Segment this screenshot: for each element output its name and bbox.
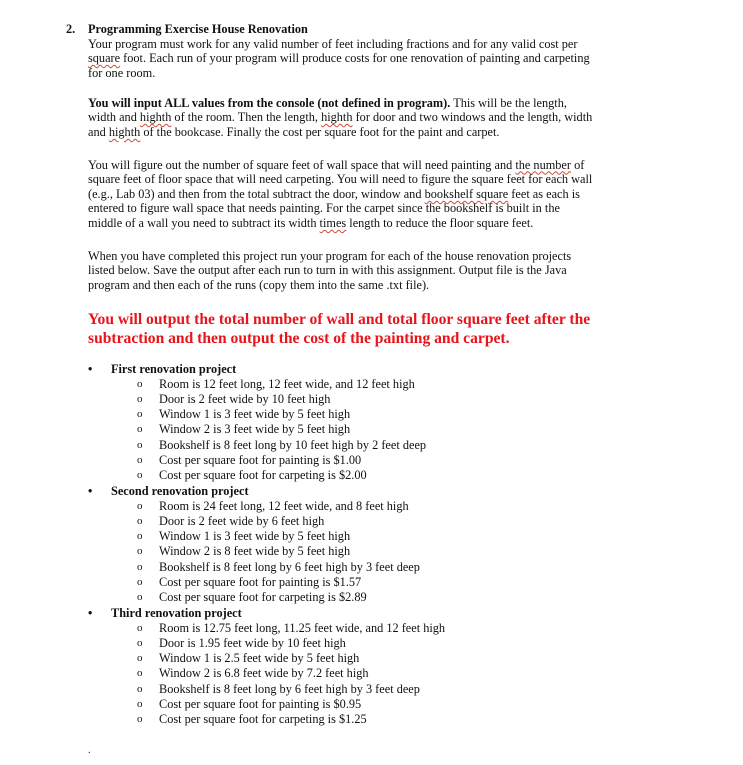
text-line	[88, 187, 648, 202]
list-item-text: Bookshelf is 8 feet long by 6 feet high by 3 feet deep	[159, 681, 420, 696]
circle-bullet-icon: o	[137, 652, 143, 665]
list-item	[88, 621, 648, 636]
list-item-text: Door is 2 feet wide by 10 feet high	[159, 391, 331, 406]
list-item-text: Door is 1.95 feet wide by 10 feet high	[159, 635, 346, 650]
project-block	[88, 484, 648, 606]
text-run: feet as each is	[508, 186, 580, 201]
list-item-text: Window 1 is 3 feet wide by 5 feet high	[159, 407, 351, 422]
text-line	[88, 110, 648, 125]
spelling-flag: highth	[139, 110, 172, 125]
circle-bullet-icon: o	[137, 667, 143, 680]
circle-bullet-icon: o	[137, 636, 143, 649]
list-item	[88, 438, 648, 453]
list-item-text: Window 1 is 3 feet wide by 5 feet high	[159, 529, 351, 544]
list-item	[88, 651, 648, 666]
text-line: listed below. Save the output after each run to turn in with this assignment. Output file is the Java	[88, 263, 567, 278]
bullet-icon: •	[88, 484, 93, 498]
list-item-text: Cost per square foot for carpeting is $2.89	[159, 590, 367, 605]
list-item-text: Window 2 is 3 feet wide by 5 feet high	[159, 422, 351, 437]
circle-bullet-icon: o	[137, 408, 143, 421]
list-item	[88, 514, 648, 529]
list-item	[88, 377, 648, 392]
heading-line: You will output the total number of wall and total floor square feet after the	[88, 311, 591, 328]
list-item-text: Cost per square foot for painting is $1.57	[159, 575, 362, 590]
circle-bullet-icon: o	[137, 530, 143, 543]
text-run: length to reduce the floor square feet.	[346, 215, 534, 230]
project-title-text: Third renovation project	[111, 606, 242, 620]
text-run: of the bookcase. Finally the cost per square foot for the paint and carpet.	[140, 124, 500, 139]
spelling-flag: times	[319, 215, 347, 230]
project-title-text: First renovation project	[111, 362, 237, 376]
list-item	[88, 560, 648, 575]
spelling-flag: highth	[108, 124, 141, 139]
list-item	[88, 666, 648, 681]
project-block	[88, 606, 648, 728]
project-title	[88, 484, 648, 499]
spelling-flag: highth	[321, 110, 353, 125]
circle-bullet-icon: o	[137, 514, 143, 527]
project-title	[88, 362, 648, 377]
text-run: of the room. Then the length,	[171, 110, 322, 125]
list-item-text: Bookshelf is 8 feet long by 6 feet high by 3 feet deep	[159, 559, 420, 574]
list-item	[88, 407, 648, 422]
list-item-text: Bookshelf is 8 feet long by 10 feet high by 2 feet deep	[159, 437, 427, 452]
list-item-text: Room is 12 feet long, 12 feet wide, and 12 feet high	[159, 376, 415, 391]
circle-bullet-icon: o	[137, 560, 143, 573]
circle-bullet-icon: o	[137, 392, 143, 405]
heading-line: subtraction and then output the cost of the painting and carpet.	[88, 330, 510, 347]
text-line: program and then each of the runs (copy them into the same .txt file).	[88, 277, 430, 292]
circle-bullet-icon: o	[137, 713, 143, 726]
calculation-paragraph	[88, 158, 648, 231]
text-run: width and	[88, 110, 140, 125]
trailing-mark: .	[88, 745, 91, 756]
text-line: entered to figure wall space that needs painting. For the carpet since the bookshelf is built in the	[88, 201, 560, 216]
list-item	[88, 544, 648, 559]
submission-paragraph	[88, 249, 648, 293]
circle-bullet-icon: o	[137, 576, 143, 589]
list-item-text: Room is 24 feet long, 12 feet wide, and 8 feet high	[159, 498, 409, 513]
bullet-icon: •	[88, 362, 93, 376]
list-item	[88, 575, 648, 590]
text-line	[88, 216, 648, 231]
circle-bullet-icon: o	[137, 499, 143, 512]
list-item-text: Cost per square foot for painting is $0.95	[159, 697, 362, 712]
text-run: and	[88, 124, 109, 139]
list-item-text: Window 1 is 2.5 feet wide by 5 feet high	[159, 651, 360, 666]
project-block	[88, 362, 648, 484]
list-item	[88, 529, 648, 544]
text-run: This will be the length,	[450, 95, 567, 110]
text-line	[88, 51, 648, 66]
output-requirement-heading	[88, 310, 590, 348]
text-run: (e.g., Lab 03) and then from the total subtract the door, window and	[88, 186, 425, 201]
spelling-flag: bookshelf square	[424, 186, 509, 201]
circle-bullet-icon: o	[137, 438, 143, 451]
text-run: foot. Each run of your program will produce costs for one renovation of painting and carpeting	[120, 51, 590, 66]
section-title: Programming Exercise House Renovation	[88, 22, 308, 36]
list-item	[88, 636, 648, 651]
list-item-text: Cost per square foot for carpeting is $2.00	[159, 468, 367, 483]
list-item	[88, 590, 648, 605]
input-paragraph	[88, 96, 648, 140]
project-title-text: Second renovation project	[111, 484, 249, 498]
list-item	[88, 712, 648, 727]
text-line: square feet of floor space that will need carpeting. You will need to figure the square feet for each wall	[88, 172, 593, 187]
intro-paragraph	[88, 37, 648, 81]
circle-bullet-icon: o	[137, 423, 143, 436]
circle-bullet-icon: o	[137, 698, 143, 711]
project-title	[88, 606, 648, 621]
list-item-text: Door is 2 feet wide by 6 feet high	[159, 513, 325, 528]
list-item-text: Window 2 is 6.8 feet wide by 7.2 feet high	[159, 666, 369, 681]
text-run: for door and two windows and the length, width	[352, 110, 593, 125]
list-item	[88, 499, 648, 514]
text-line	[88, 125, 648, 140]
text-line: Your program must work for any valid number of feet including fractions and for any valid cost per	[88, 36, 578, 51]
spelling-flag: square	[88, 51, 121, 66]
spelling-flag: the number	[515, 157, 571, 172]
text-run: middle of a wall you need to subtract its width	[88, 215, 320, 230]
text-run: of	[571, 157, 585, 172]
input-instruction-bold: You will input ALL values from the console (not defined in program).	[88, 95, 451, 110]
list-item	[88, 392, 648, 407]
text-line: for one room.	[88, 65, 156, 80]
circle-bullet-icon: o	[137, 591, 143, 604]
list-item	[88, 453, 648, 468]
list-item-text: Window 2 is 8 feet wide by 5 feet high	[159, 544, 351, 559]
bullet-icon: •	[88, 606, 93, 620]
circle-bullet-icon: o	[137, 545, 143, 558]
list-item	[88, 422, 648, 437]
list-item	[88, 468, 648, 483]
text-run: You will figure out the number of square feet of wall space that will need painting and	[88, 157, 516, 172]
list-item-text: Cost per square foot for carpeting is $1.25	[159, 712, 367, 727]
circle-bullet-icon: o	[137, 469, 143, 482]
circle-bullet-icon: o	[137, 621, 143, 634]
text-line	[88, 158, 648, 173]
circle-bullet-icon: o	[137, 682, 143, 695]
circle-bullet-icon: o	[137, 454, 143, 467]
list-item	[88, 697, 648, 712]
text-line: When you have completed this project run your program for each of the house renovation projects	[88, 248, 572, 263]
list-item-text: Room is 12.75 feet long, 11.25 feet wide, and 12 feet high	[159, 620, 446, 635]
text-line	[88, 96, 648, 111]
section-number: 2.	[66, 22, 76, 36]
list-item-text: Cost per square foot for painting is $1.00	[159, 453, 362, 468]
list-item	[88, 682, 648, 697]
circle-bullet-icon: o	[137, 377, 143, 390]
